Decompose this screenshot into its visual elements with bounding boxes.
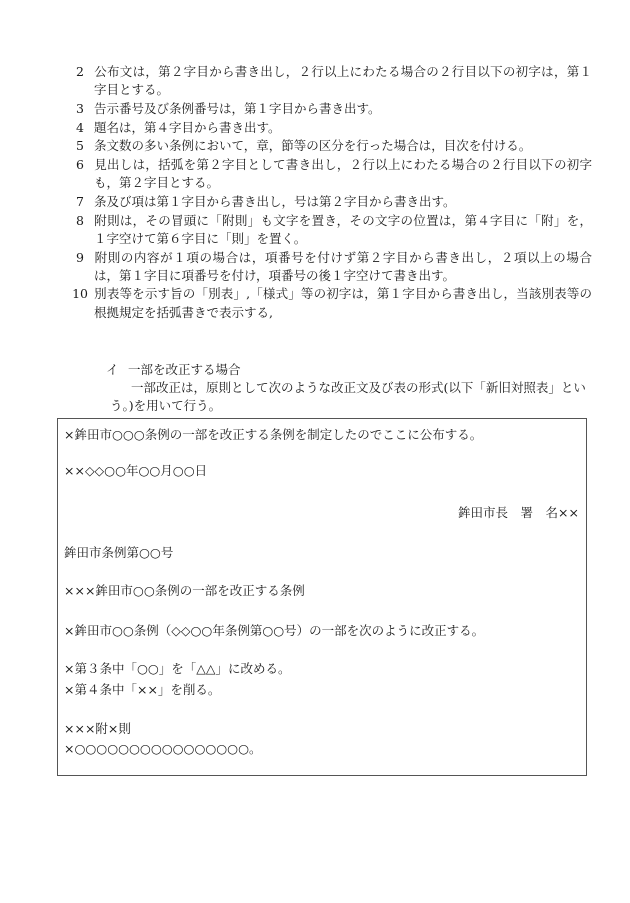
rule-item: [72, 249, 592, 285]
ordinance-number: 鉾田市条例第○○号: [64, 545, 174, 560]
section-title: 一部を改正する場合: [128, 362, 241, 377]
section-partial-amendment: [106, 361, 586, 415]
rule-text: 条及び項は第１字目から書き出し，号は第２字目から書き出す。: [94, 193, 456, 209]
rules-list: [72, 63, 592, 322]
rule-number: 2: [76, 64, 84, 79]
rule-number: 3: [76, 100, 84, 116]
rule-item: [72, 100, 592, 118]
rule-item: [72, 156, 592, 192]
rule-item: [72, 63, 592, 99]
amendment-item: ×第４条中「××」を削る。: [64, 682, 221, 697]
rule-number: 9: [76, 249, 84, 265]
example-document-box: [57, 418, 587, 776]
section-heading: [106, 361, 586, 379]
rule-item: [72, 137, 592, 155]
amendment-intro: ×鉾田市○○条例（◇◇○○年条例第○○号）の一部を次のように改正する。: [64, 623, 485, 638]
rule-number: 4: [76, 119, 84, 135]
rule-item: [72, 193, 592, 211]
section-marker: イ: [106, 362, 119, 377]
amendment-item: ×第３条中「○○」を「△△」に改める。: [64, 661, 291, 676]
rule-text: 条文数の多い条例において，章，節等の区分を行った場合は，目次を付ける。: [94, 138, 532, 154]
rule-text: 題名は，第４字目から書き出す。: [94, 119, 281, 135]
promulgation-text: ×鉾田市○○○条例の一部を改正する条例を制定したのでここに公布する。: [64, 427, 483, 442]
rule-text: 別表等を示す旨の「別表」,「様式」等の初字は，第１字目から書き出し，当該別表等の根拠規定を括弧書きで表示する,: [94, 286, 592, 320]
rule-item: [72, 285, 592, 321]
rule-number: 8: [76, 212, 84, 228]
rule-text: 附則は，その冒頭に「附則」も文字を置き，その文字の位置は，第４字目に「附」を，１字空けて第６字目に「則」を置く。: [94, 212, 592, 246]
rule-number: 5: [76, 138, 84, 154]
rule-number: 10: [72, 286, 88, 302]
section-paragraph: 一部改正は，原則として次のような改正文及び表の形式(以下「新旧対照表」という。)を用いて行う。: [110, 380, 586, 413]
rule-number: 6: [76, 157, 84, 173]
rule-number: 7: [76, 193, 84, 209]
signer-line: 鉾田市長 署 名××: [458, 505, 579, 520]
rule-text: 見出しは，括弧を第２字目として書き出し，２行以上にわたる場合の２行目以下の初字も，第２字目とする。: [94, 157, 592, 191]
rule-text: 告示番号及び条例番号は，第１字目から書き出す。: [94, 100, 381, 116]
ordinance-title: ×××鉾田市○○条例の一部を改正する条例: [64, 583, 305, 598]
rule-text: 公布文は，第２字目から書き出し，２行以上にわたる場合の２行目以下の初字は，第１字目とする。: [94, 64, 592, 98]
rule-item: [72, 119, 592, 137]
supplementary-heading: ×××附×則: [64, 721, 131, 736]
rule-item: [72, 212, 592, 248]
rule-text: 附則の内容が１項の場合は，項番号を付けず第２字目から書き出し，２項以上の場合は，第１字目に項番号を付け，項番号の後１字空けて書き出す。: [94, 249, 592, 283]
supplementary-text: ×○○○○○○○○○○○○○○○○。: [64, 741, 262, 756]
promulgation-date: ××◇◇○○年○○月○○日: [64, 463, 208, 478]
